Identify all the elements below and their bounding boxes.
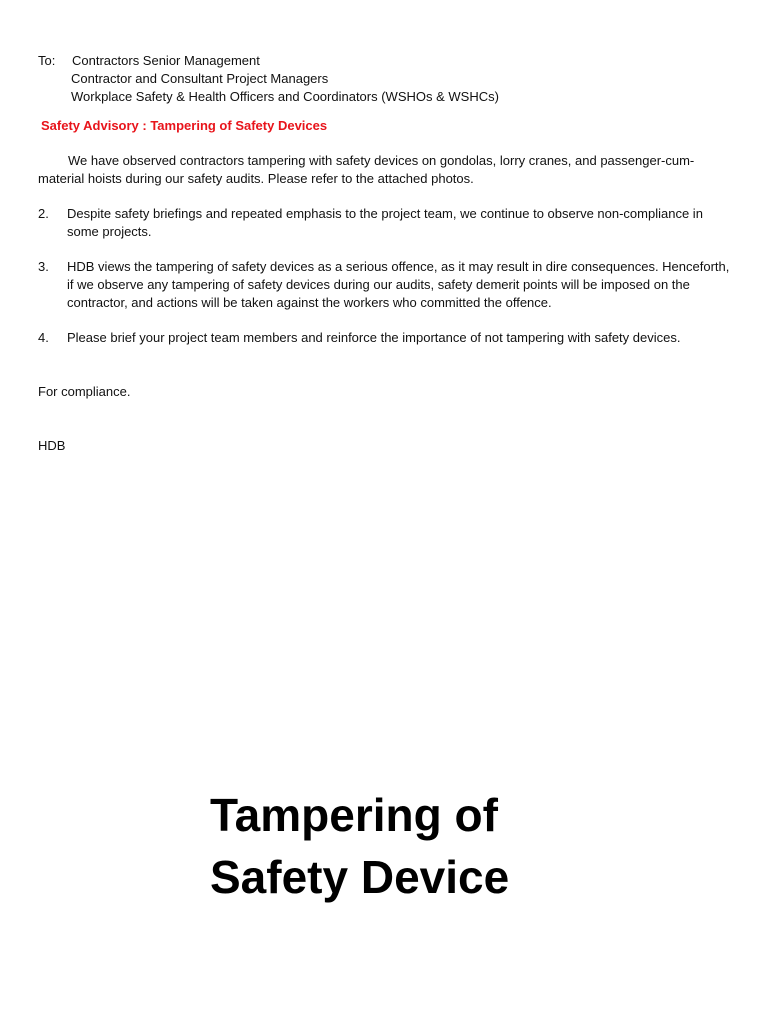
numbered-paragraph-3 [38, 258, 734, 312]
recipient-project-managers: Contractor and Consultant Project Managers [71, 71, 329, 86]
paragraph-number: 4. [38, 330, 49, 345]
paragraph-text: HDB views the tampering of safety devices as a serious offence, as it may result in dire consequences. Henceforth, if we observe any tampering of safety devices during our audits, safety demerit points will be imposed on the contractor, and actions will be taken against the workers who committed the offence. [67, 259, 730, 310]
closing-line: For compliance. [38, 384, 131, 399]
slide-title-line-2: Safety Device [210, 851, 510, 903]
recipient-list [72, 52, 499, 106]
slide-title [210, 784, 509, 908]
signoff: HDB [38, 438, 66, 453]
paragraph-text: Please brief your project team members and reinforce the importance of not tampering with safety devices. [67, 330, 681, 345]
advisory-memo [38, 52, 734, 455]
recipient-senior-management: Contractors Senior Management [72, 53, 260, 68]
paragraph-number: 2. [38, 206, 49, 221]
recipient-block [38, 52, 734, 106]
to-label: To: [38, 53, 56, 68]
intro-paragraph: We have observed contractors tampering with safety devices on gondolas, lorry cranes, and passenger-cum-material hoists during our safety audits. Please refer to the attached photos. [38, 153, 695, 186]
numbered-paragraph-2 [38, 205, 734, 241]
paragraph-text: Despite safety briefings and repeated emphasis to the project team, we continue to observe non-compliance in some projects. [67, 206, 703, 239]
memo-subject: Safety Advisory : Tampering of Safety Devices [41, 118, 328, 133]
slide-title-line-1: Tampering of [210, 789, 498, 841]
recipient-wsh-officers: Workplace Safety & Health Officers and Coordinators (WSHOs & WSHCs) [71, 89, 499, 104]
paragraph-number: 3. [38, 259, 49, 274]
numbered-paragraph-4 [38, 329, 734, 347]
